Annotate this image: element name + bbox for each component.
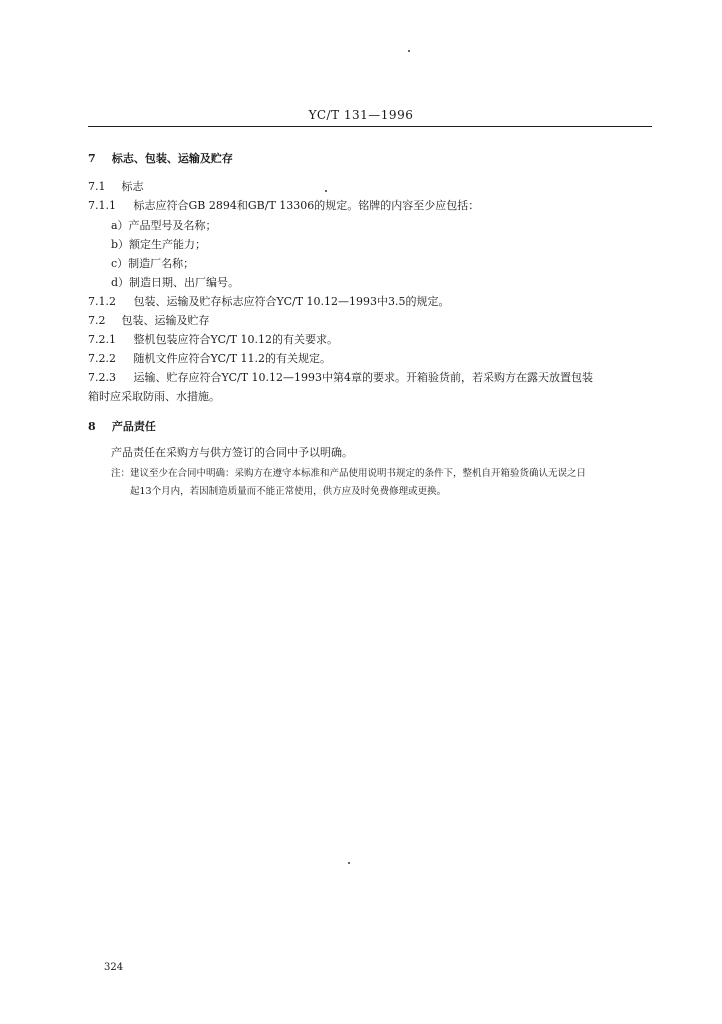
page-number: 324 [104,962,124,973]
scan-speck [348,862,350,864]
section-title: 标志、包装、运输及贮存 [111,152,233,165]
section-title: 包装、运输及贮存 [121,314,210,327]
section-7-heading [88,152,233,166]
scan-speck [408,50,410,52]
note-line-2: 起13个月内，若因制造质量而不能正常使用，供方应及时免费修理或更换。 [130,486,447,497]
note-line-1: 注：建议至少在合同中明确：采购方在遵守本标准和产品使用说明书规定的条件下，整机自开箱验货确认无误之日 [111,468,587,479]
page-header-standard-code: YC/T 131—1996 [308,108,414,122]
clause-text: 整机包装应符合YC/T 10.12的有关要求。 [133,333,339,346]
clause-text: 随机文件应符合YC/T 11.2的有关规定。 [133,352,332,365]
section-number: 7.2 [88,314,106,327]
list-item-c: c）制造厂名称； [111,257,195,270]
list-item-d: d）制造日期、出厂编号。 [111,276,240,289]
clause-text: 包装、运输及贮存标志应符合YC/T 10.12—1993中3.5的规定。 [133,295,450,308]
clause-7-1-1 [88,199,479,213]
clause-text: 标志应符合GB 2894和GB/T 13306的规定。铭牌的内容至少应包括： [133,199,480,212]
section-8-heading [88,420,156,434]
section-7-2-heading [88,314,210,328]
clause-number: 7.2.2 [88,352,116,365]
section-number: 8 [88,420,96,433]
clause-7-2-1 [88,333,338,347]
section-number: 7 [88,152,96,165]
header-rule [88,126,652,127]
clause-7-1-2 [88,295,450,309]
clause-number: 7.2.3 [88,371,116,384]
clause-number: 7.2.1 [88,333,116,346]
section-number: 7.1 [88,180,106,193]
section-title: 标志 [121,180,144,193]
list-item-a: a）产品型号及名称； [111,219,217,232]
section-title: 产品责任 [111,420,156,433]
clause-7-2-3 [88,371,593,385]
clause-number: 7.1.2 [88,295,116,308]
clause-text: 运输、贮存应符合YC/T 10.12—1993中第4章的要求。开箱验货前，若采购方在露天放置包装 [133,371,594,384]
clause-7-2-3-continuation: 箱时应采取防雨、水措施。 [88,390,220,403]
clause-7-2-2 [88,352,331,366]
section-7-1-heading [88,180,144,194]
list-item-b: b）额定生产能力； [111,238,207,251]
section-8-body: 产品责任在采购方与供方签订的合同中予以明确。 [111,446,353,459]
scan-speck [325,190,327,192]
clause-number: 7.1.1 [88,199,116,212]
